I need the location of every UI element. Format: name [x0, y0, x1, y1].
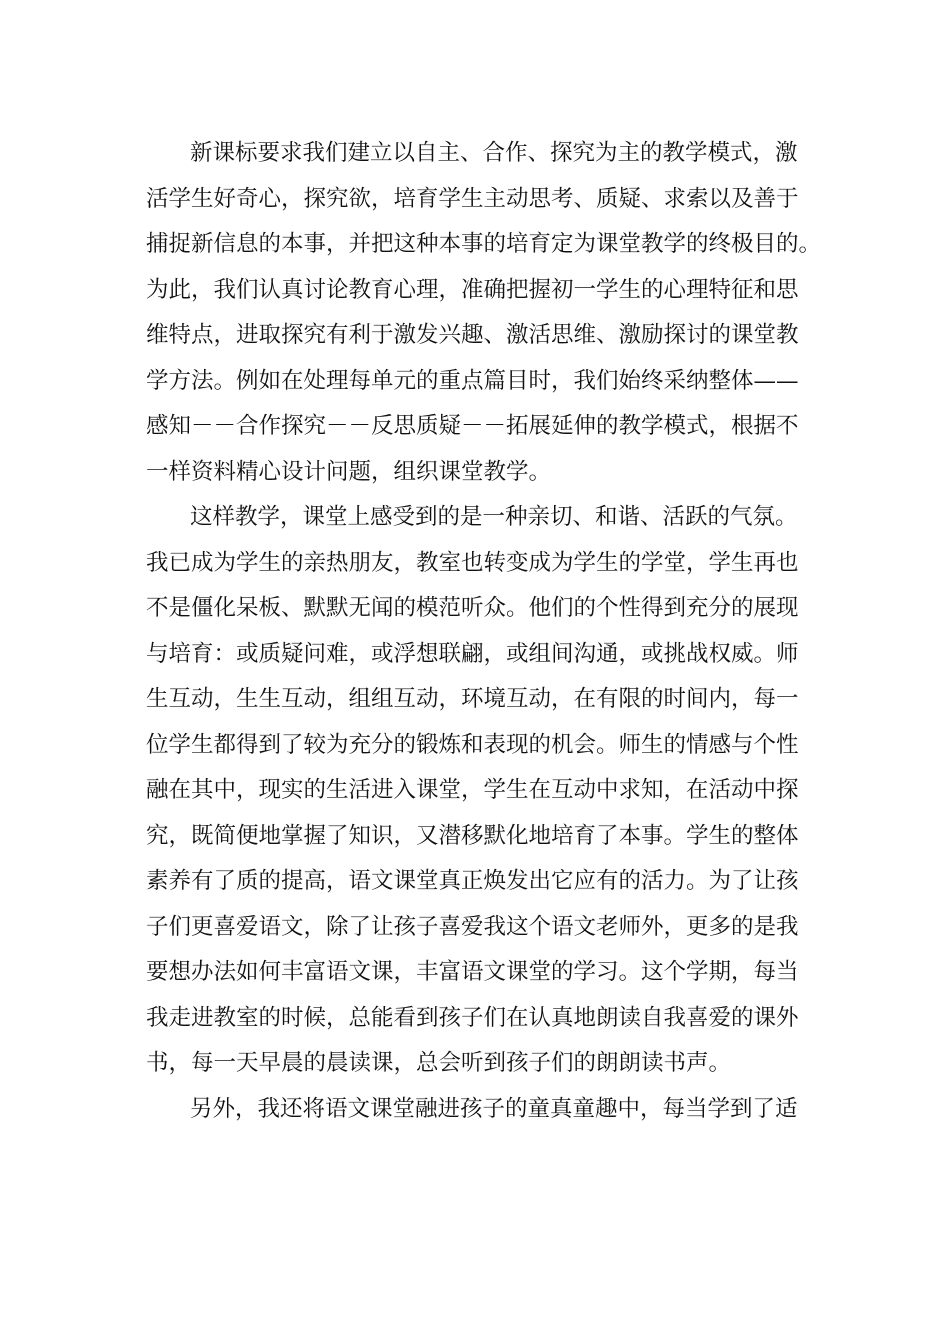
text-line: 素养有了质的提高，语文课堂真正焕发出它应有的活力。为了让孩	[146, 868, 799, 894]
text-line: 与培育：或质疑问难，或浮想联翩，或组间沟通，或挑战权威。师	[146, 640, 799, 667]
text-line: 活学生好奇心，探究欲，培育学生主动思考、质疑、求索以及善于	[146, 185, 799, 212]
text-line: 生互动，生生互动，组组互动，环境互动，在有限的时间内，每一	[146, 686, 799, 712]
text-line: 新课标要求我们建立以自主、合作、探究为主的教学模式，激	[190, 140, 798, 166]
text-line: 另外，我还将语文课堂融进孩子的童真童趣中，每当学到了适	[190, 1095, 798, 1122]
text-line: 我已成为学生的亲热朋友，教室也转变成为学生的学堂，学生再也	[146, 549, 799, 576]
text-line: 书，每一天早晨的晨读课，总会听到孩子们的朗朗读书声。	[146, 1050, 732, 1076]
text-line: 一样资料精心设计问题，组织课堂教学。	[146, 458, 552, 485]
text-line: 维特点，进取探究有利于激发兴趣、激活思维、激励探讨的课堂教	[146, 322, 799, 348]
text-line: 不是僵化呆板、默默无闻的模范听众。他们的个性得到充分的展现	[146, 595, 799, 621]
body-text	[146, 131, 822, 1132]
text-line: 我走进教室的时候，总能看到孩子们在认真地朗读自我喜爱的课外	[146, 1004, 799, 1031]
text-line: 学方法。例如在处理每单元的重点篇目时，我们始终采纳整体——	[146, 367, 799, 394]
text-line: 位学生都得到了较为充分的锻炼和表现的机会。师生的情感与个性	[146, 731, 799, 758]
text-line: 这样教学，课堂上感受到的是一种亲切、和谐、活跃的气氛。	[190, 504, 798, 530]
text-line: 融在其中，现实的生活进入课堂，学生在互动中求知，在活动中探	[146, 777, 799, 803]
text-line: 为此，我们认真讨论教育心理，准确把握初一学生的心理特征和思	[146, 276, 799, 303]
text-line: 感知－－合作探究－－反思质疑－－拓展延伸的教学模式，根据不	[146, 413, 799, 439]
text-line: 究，既简便地掌握了知识，又潜移默化地培育了本事。学生的整体	[146, 822, 799, 849]
text-line: 捕捉新信息的本事，并把这种本事的培育定为课堂教学的终极目的。	[146, 231, 822, 257]
text-line: 要想办法如何丰富语文课，丰富语文课堂的学习。这个学期，每当	[146, 959, 799, 985]
text-line: 子们更喜爱语文，除了让孩子喜爱我这个语文老师外，更多的是我	[146, 913, 799, 940]
